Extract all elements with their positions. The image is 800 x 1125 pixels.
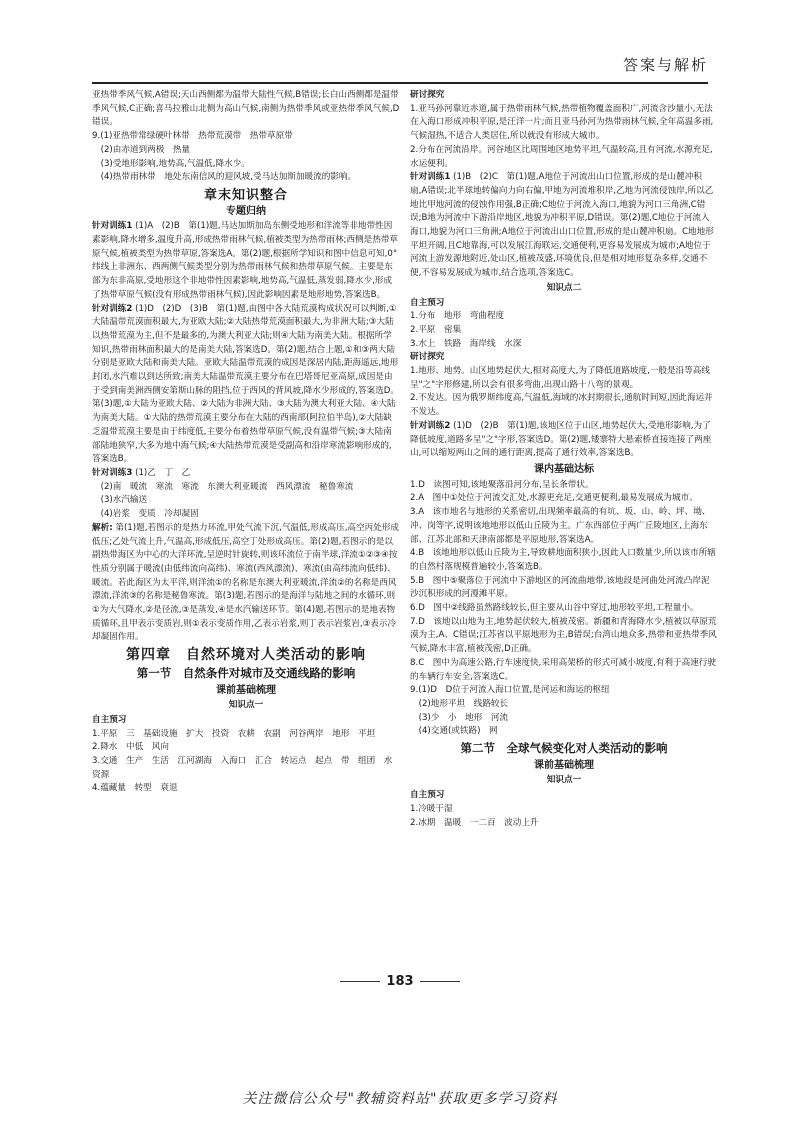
knowledge-point-heading: 知识点二 (546, 282, 582, 293)
right-column (410, 89, 718, 830)
answer-paragraph (92, 522, 400, 645)
answer-paragraph: 2.降水 中低 风向 (92, 742, 169, 753)
header-rule (92, 82, 708, 84)
training-label: 针对训练2 (410, 420, 451, 431)
answer-paragraph: 1.亚马孙河靠近赤道,属于热带雨林气候,热带植物覆盖面积广,河流含沙量小,无法在入海口形成冲积平原,是汪洋一片;而且亚马孙河为热带雨林气候,全年高温多雨,气候湿热,不适合人类居住,所以就没有形成大城市。 (410, 103, 714, 142)
answer-paragraph (410, 420, 718, 461)
answer-paragraph: (3)水汽输送 (92, 495, 148, 506)
answer-paragraph (410, 171, 718, 281)
subsection-heading: 专题归纳 (226, 205, 266, 217)
answer-paragraph: 4.B 该地地形以低山丘陵为主,导致耕地面积狭小,因此人口数量少,所以该市所辖的自然村落规模普遍较小,答案选B。 (410, 548, 716, 572)
chapter-heading: 章末知识整合 (203, 187, 288, 203)
sub-label: 自主预习 (410, 297, 445, 308)
answer-paragraph (92, 303, 400, 467)
knowledge-point-heading: 知识点一 (546, 775, 582, 786)
training-label: 解析: (92, 522, 113, 533)
section-heading: 第二节 全球气候变化对人类活动的影响 (460, 741, 668, 756)
answer-text: 第(1)题,若图示的是热力环流,甲处气流下沉,气温低,形成高压,高空丙处形成低压;乙处气流上升,气温高,形成低压,高空丁处形成高压。第(2)题,若图示的是以副热带海区为中心的大洋环流,呈逆时针旋转,则该环流位于南半球,洋流①②③④按性质分别属于暖流(由低纬流向高纬)、寒流(西风漂流)、寒流(由高纬流向低纬)、暖流。若此海区为太平洋,则洋流①的名称是东澳大利亚暖流,洋流②的名称是西风漂流,洋流③的名称是秘鲁寒流。第(3)题,若图示的是海洋与陆地之间的水循环,则①为大气降水,②是径流,③是蒸发,④是水汽输送环节。第(4)题,若图示的是地表物质循环,且甲表示变质岩,则①表示变质作用,乙表示岩浆,则丁表示岩浆岩,③表示冷却凝固作用。 (92, 522, 400, 643)
footer-note: 关注微信公众号"教辅资料站"获取更多学习资料 (242, 1091, 558, 1107)
header-title: 答案与解析 (622, 56, 708, 74)
answer-paragraph: 1.平原 三 基础设施 扩大 投资 农耕 农副 河谷两岸 地形 平坦 (92, 728, 376, 739)
subsection-heading: 课前基础梳理 (534, 759, 594, 771)
answer-text: (1)A (2)B 第(1)题,马达加斯加岛东侧受地形和洋流等非地带性因素影响,降水增多,温度升高,形成热带雨林气候,植被类型为热带雨林;西侧是热带草原气候,植被类型为热带草原,答案选A。第(2)题,根据所学知识和图中信息可知,0°纬线上非洲东、西两侧气候类型分别为热带雨林气候和热带草原气候。主要是东部为东非高原,受地形这个非地带性因素影响,地势高,气温低,蒸发弱,降水少,形成了热带草原气候(没有形成热带雨林气候),因此影响因素是地形地势,答案选B。 (92, 221, 399, 300)
answer-paragraph: 1.地形、地势。山区地势起伏大,相对高度大,为了降低道路坡度,一般是沿等高线呈"之"字形修建,所以会有很多弯曲,出现山路十八弯的景观。 (410, 366, 710, 390)
page-number (0, 974, 800, 989)
answer-paragraph: (3)少 小 地形 河流 (410, 712, 509, 723)
answer-text: (1)乙 丁 乙 (132, 467, 191, 478)
answer-text: (1)B (2)C 第(1)题,A地位于河流出山口位置,形成的是山麓冲积扇,A错误;北半球地转偏向力向右偏,甲地为河流堆积岸,乙地为河流侵蚀岸,所以乙地比甲地河流的侵蚀作用强,B正确;C地位于河流入海口,地貌为河口三角洲,C错误;B地为河流中下游沿岸地区,地貌为冲积平原,D错误。第(2)题,C地位于河流入海口,地貌为河口三角洲;A地位于河流出山口位置,形成的是山麓冲积扇。C地地形平坦开阔,且C地靠海,可以发展江海联运,交通便利,更容易发展成为城市;A地位于河流上游发源地附近,处山区,植被茂盛,环境优良,但是相对地形复杂多样,交通不便,不容易发展成为城市,结合选项,答案选C。 (410, 172, 714, 279)
answer-paragraph: 7.D 该地以山地为主,地势起伏较大,植被茂密。新疆和青海降水少,植被以草原荒漠为主,A、C错误;江苏省以平原地形为主,B错误;台湾山地众多,热带和亚热带季风气候,降水丰富,植被茂密,D正确。 (410, 616, 717, 655)
answer-paragraph: 1.分布 地形 弯曲程度 (410, 311, 505, 322)
answer-paragraph: (4)岩浆 变质 冷却凝固 (92, 509, 199, 520)
answer-paragraph: 2.分布在河流沿岸。河谷地区比周围地区地势平坦,气温较高,且有河流,水源充足,水运便利。 (410, 144, 713, 169)
answer-paragraph: (3)受地形影响,地势高,气温低,降水少。 (92, 158, 250, 169)
answer-paragraph: 4.蕴藏量 转型 衰退 (92, 783, 178, 794)
answer-paragraph: 3.A 该市地名与地形的关系密切,出现频率最高的有坑、坂、山、岭、坪、坳、冲、岗等字,说明该地地形以低山丘陵为主。广东西部位于两广丘陵地区,上海东部、江苏北部和天津南部都是平原地形,答案选A。 (410, 507, 711, 545)
sub-label: 研讨探究 (410, 90, 445, 100)
answer-paragraph: (2)南 暖流 寒流 寒流 东澳大利亚暖流 西风漂流 秘鲁寒流 (92, 481, 354, 492)
chapter-heading: 第四章 自然环境对人类活动的影响 (126, 647, 366, 664)
subsection-heading: 课内基础达标 (534, 463, 594, 475)
answer-paragraph: 8.C 图中为高速公路,行车速度快,采用高架桥的形式可减小坡度,有利于高速行驶的车辆行车安全,答案选C。 (410, 657, 716, 682)
answer-text: (1)D (2)B 第(1)题,该地区位于山区,地势起伏大,受地形影响,为了降低坡度,道路多呈"之"字形,答案选D。第(2)题,矮寨特大悬索桥直接连接了两座山,可以缩短两山之间的通行距离,提高了通行效率,答案选B。 (410, 420, 712, 459)
answer-paragraph: 2.平原 密集 (410, 324, 462, 335)
answer-paragraph: 2.冰期 温暖 一二百 波动上升 (410, 817, 539, 828)
sub-label: 自主预习 (92, 714, 127, 725)
training-label: 针对训练3 (92, 467, 133, 478)
answer-paragraph: 9.(1)D D位于河流入海口位置,是河运和海运的枢纽 (410, 685, 610, 696)
section-heading: 第一节 自然条件对城市及交通线路的影响 (136, 665, 356, 680)
answer-paragraph: 亚热带季风气候,A错误;天山西侧都为温带大陆性气候,B错误;长白山西侧都是温带季风气候,C正确;喜马拉雅山北侧为高山气候,南侧为热带季风或亚热带季风气候,D错误。 (92, 90, 400, 128)
answer-paragraph: 1.冷暖干湿 (410, 803, 453, 814)
left-column (92, 89, 400, 796)
knowledge-point-heading: 知识点一 (228, 700, 264, 711)
sub-label: 研讨探究 (410, 352, 445, 363)
answer-paragraph: (2)地形平坦 线路较长 (410, 698, 509, 709)
training-label: 针对训练1 (410, 172, 451, 183)
answer-paragraph: 2.A 图中①处位于河流交汇处,水源更充足,交通更便利,最易发展成为城市。 (410, 493, 698, 504)
training-label: 针对训练2 (92, 303, 133, 314)
sub-label: 自主预习 (410, 790, 445, 801)
answer-paragraph: 3.交通 生产 生活 江河湖海 入海口 汇合 转运点 起点 带 组团 水资源 (92, 756, 393, 780)
page-number-text: 183 (386, 974, 414, 989)
answer-paragraph (92, 220, 400, 302)
training-label: 针对训练1 (92, 221, 133, 232)
answer-paragraph (92, 467, 400, 481)
subsection-heading: 课前基础梳理 (216, 684, 276, 696)
answer-paragraph: 1.D 读图可知,该地聚落沿河分布,呈长条带状。 (410, 479, 594, 490)
answer-paragraph: 6.D 图中②线路虽然路线较长,但主要从山谷中穿过,地形较平坦,工程量小。 (410, 603, 699, 614)
answer-paragraph: (2)由赤道到两极 热量 (92, 144, 191, 155)
answer-paragraph: 2.不发达。因为俄罗斯纬度高,气温低,海域的冰封期很长,通航时间短,因此海运并不发达。 (410, 393, 713, 418)
answer-paragraph: (4)交通(或铁路) 网 (410, 726, 498, 737)
answer-paragraph: 3.水上 铁路 海岸线 水深 (410, 338, 522, 349)
answer-paragraph: 5.B 图中⑤聚落位于河流中下游地区的河流曲地带,该地段是河曲处河流凸岸泥沙沉积形成的河漫滩平原。 (410, 575, 710, 600)
answer-text: (1)D (2)D (3)B 第(1)题,由图中各大陆荒漠构成状况可以判断,①大陆温带荒漠面积最大,为亚欧大陆;②大陆热带荒漠面积最大,为非洲大陆;③大陆以热带荒漠为主,但不是最多的,为澳大利亚大陆;则④大陆为南美大陆。根据所学知识,热带雨林面积最大的是南美大陆,答案选D。第(2)题,结合上题,①和③两大陆分别是亚欧大陆和南美大陆。亚欧大陆温带荒漠的成因是深居内陆,距海遥远,地形封闭,水汽难以到达所致;南美大陆温带荒漠主要分布在巴塔哥尼亚高原,成因是由于受到南美洲西侧安第斯山脉的阻挡,位于西风的背风坡,降水少形成的,答案选D。第(3)题,①大陆为亚欧大陆、②大陆为非洲大陆、③大陆为澳大利亚大陆、④大陆为南美大陆。①大陆的热带荒漠主要分布在大陆的西南部(阿拉伯半岛),②大陆缺乏温带荒漠主要是由于纬度低,主要分布着热带草原气候,没有温带气候;③大陆南部陆地狭窄,大多为地中海气候;④大陆热带荒漠是受副高和沿岸寒流影响形成的,答案选B。 (92, 303, 400, 465)
answer-paragraph: (4)热带雨林带 地处东南信风的迎风坡,受马达加斯加暖流的影响。 (92, 172, 357, 183)
answer-paragraph: 9.(1)亚热带常绿硬叶林带 热带荒漠带 热带草原带 (92, 131, 293, 142)
